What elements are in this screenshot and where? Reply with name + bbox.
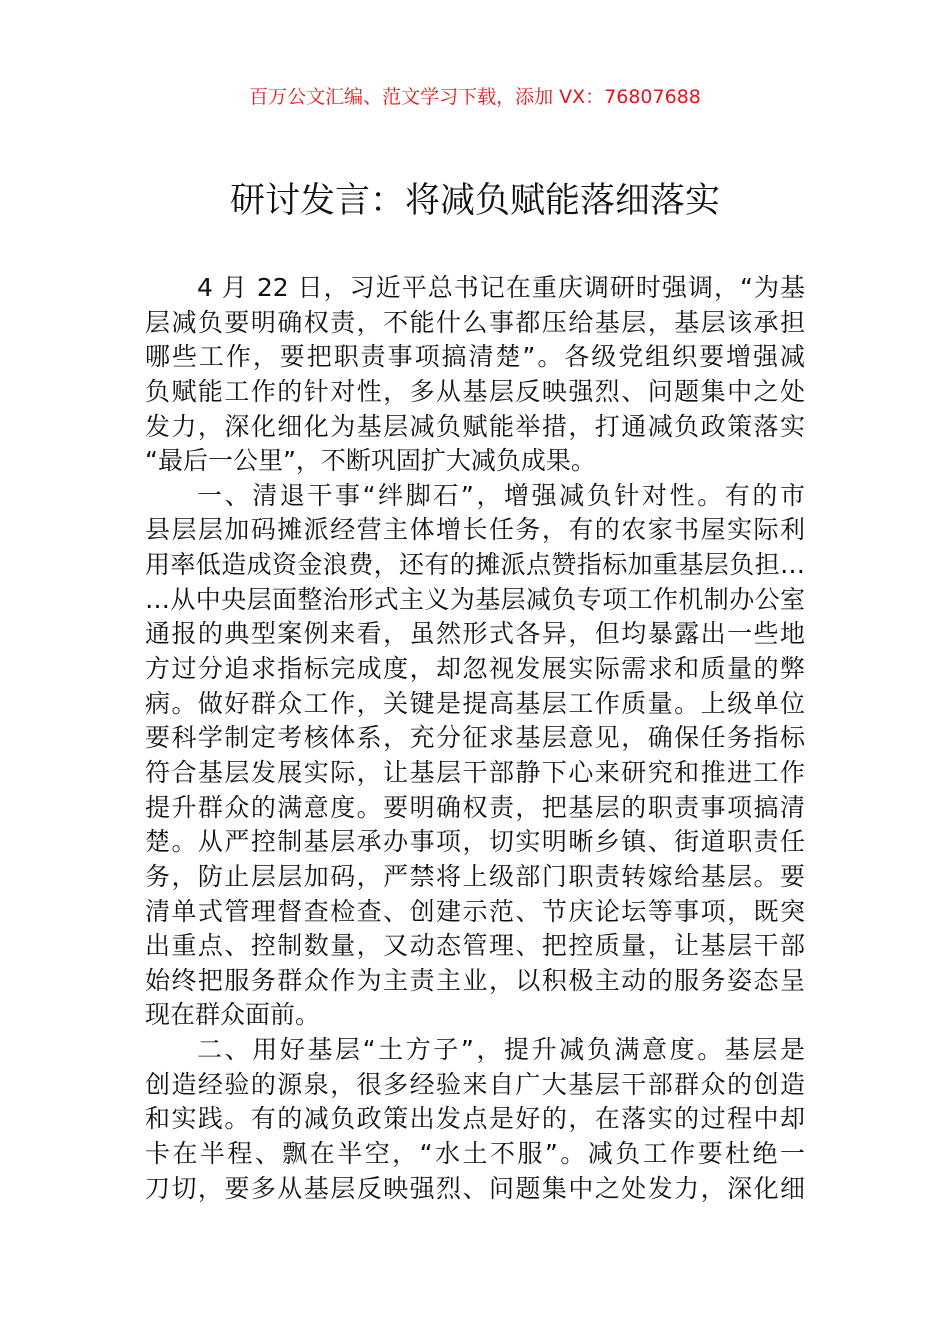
paragraph: [145, 479, 805, 1033]
document-title: 研讨发言：将减负赋能落细落实: [229, 181, 720, 221]
text-line: “最后一公里”，不断巩固扩大减负成果。: [145, 446, 596, 476]
text-line: 通报的典型案例来看，虽然形式各异，但均暴露出一些地: [145, 619, 805, 649]
text-line: 楚。从严控制基层承办事项，切实明晰乡镇、街道职责任: [145, 827, 805, 857]
text-line: 一、清退干事“绊脚石”，增强减负针对性。有的市: [197, 480, 805, 510]
text-line: 和实践。有的减负政策出发点是好的，在落实的过程中却: [145, 1104, 805, 1134]
text-line: 二、用好基层“土方子”，提升减负满意度。基层是: [197, 1035, 805, 1065]
text-line: 提升群众的满意度。要明确权责，把基层的职责事项搞清: [145, 792, 805, 822]
text-line: 清单式管理督查检查、创建示范、节庆论坛等事项，既突: [145, 896, 805, 926]
text-line: 病。做好群众工作，关键是提高基层工作质量。上级单位: [145, 688, 805, 718]
text-line: 4 月 22 日，习近平总书记在重庆调研时强调，“为基: [197, 273, 805, 302]
text-line: 始终把服务群众作为主责主业，以积极主动的服务姿态呈: [145, 965, 805, 995]
text-line: 卡在半程、飘在半空，“水土不服”。减负工作要杜绝一: [145, 1139, 805, 1169]
paragraph: [145, 1033, 805, 1206]
watermark-banner: 百万公文汇编、范文学习下载，添加 VX：76807688: [249, 86, 701, 108]
text-line: 县层层加码摊派经营主体增长任务，有的农家书屋实际利: [145, 515, 805, 545]
text-line: 方过分追求指标完成度，却忽视发展实际需求和质量的弊: [145, 654, 805, 684]
document-body: [145, 271, 805, 1206]
text-line: 创造经验的源泉，很多经验来自广大基层干部群众的创造: [145, 1069, 805, 1099]
text-line: 符合基层发展实际，让基层干部静下心来研究和推进工作: [145, 757, 805, 787]
text-line: 刀切，要多从基层反映强烈、问题集中之处发力，深化细: [145, 1173, 805, 1203]
paragraph: [145, 271, 805, 479]
text-line: 出重点、控制数量，又动态管理、把控质量，让基层干部: [145, 931, 805, 961]
text-line: 现在群众面前。: [145, 1000, 321, 1030]
text-line: …从中央层面整治形式主义为基层减负专项工作机制办公室: [145, 584, 805, 614]
text-line: 层减负要明确权责，不能什么事都压给基层，基层该承担: [145, 307, 805, 337]
text-line: 负赋能工作的针对性，多从基层反映强烈、问题集中之处: [145, 376, 805, 406]
text-line: 用率低造成资金浪费，还有的摊派点赞指标加重基层负担…: [145, 550, 805, 580]
text-line: 务，防止层层加码，严禁将上级部门职责转嫁给基层。要: [145, 861, 805, 891]
text-line: 发力，深化细化为基层减负赋能举措，打通减负政策落实: [145, 411, 805, 441]
text-line: 哪些工作，要把职责事项搞清楚”。各级党组织要增强减: [145, 342, 805, 372]
text-line: 要科学制定考核体系，充分征求基层意见，确保任务指标: [145, 723, 805, 753]
